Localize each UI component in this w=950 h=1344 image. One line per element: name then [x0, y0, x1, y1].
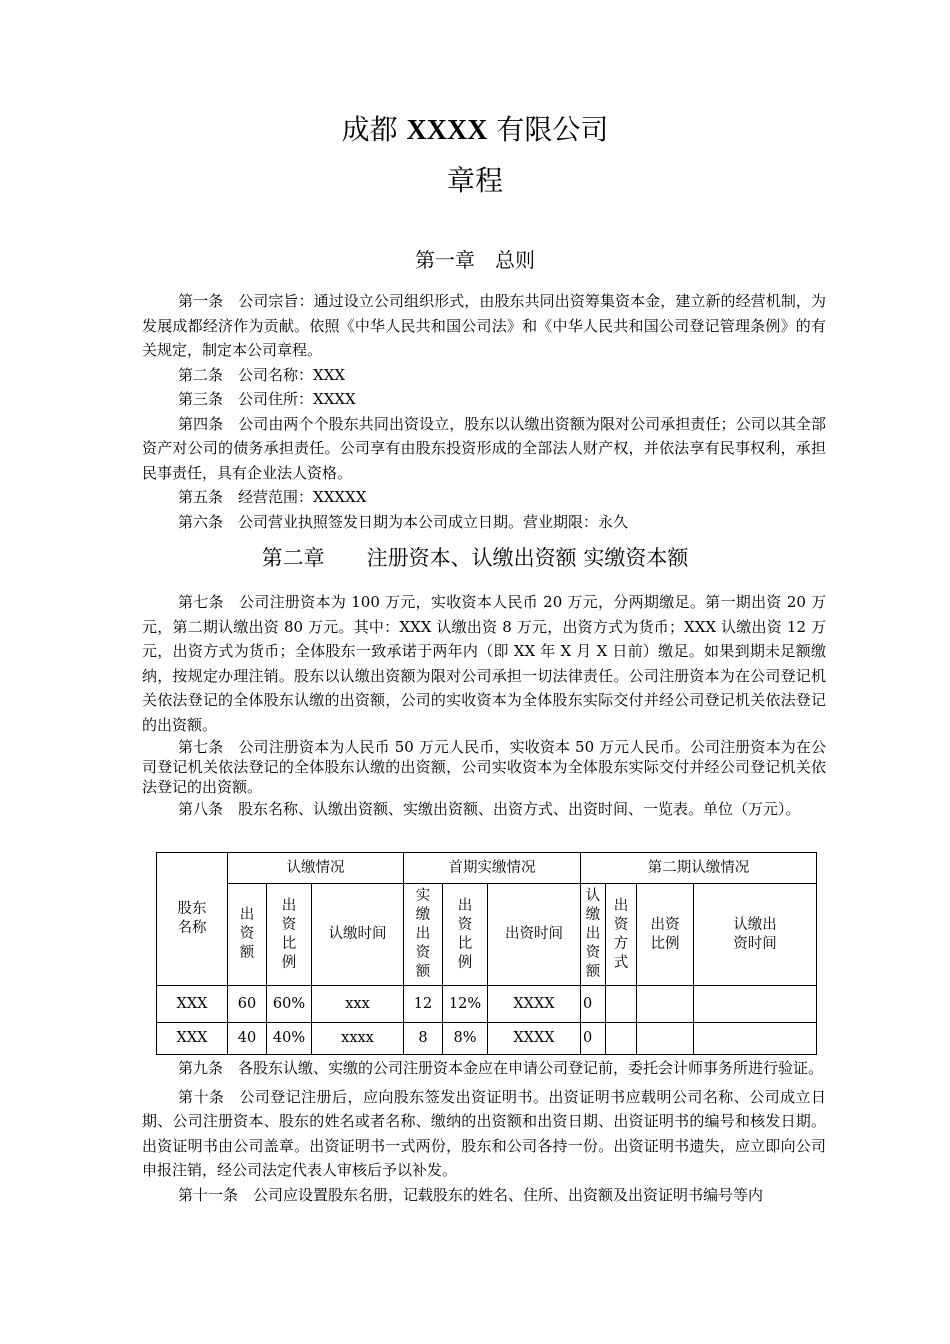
header-first-paid: 首期实缴情况 — [404, 853, 581, 884]
document-title: 成都 XXXX 有限公司 — [341, 113, 609, 146]
cell: XXX — [157, 986, 228, 1023]
cell — [637, 1023, 694, 1055]
col-header: 出资时间 — [488, 884, 581, 986]
cell — [694, 986, 817, 1023]
article: 第七条 公司注册资本为 100 万元，实收资本人民币 20 万元，分两期缴足。第一期出资 20 万元，第二期认缴出资 80 万元。其中：XXX 认缴出资 8 万元，出资方式为货币；XXX 认缴出资 12 万元，出资方式为货币；全体股东一致承诺于两年内（即 XX 年 X 月 X 日前）缴足。如果到期未足额缴纳，按规定办理注销。股东以认缴出资额为限对公司承担一切法律责任。公司注册资本为在公司登记机关依法登记的全体股东认缴的出资额，公司的实收资本为全体股东实际交付并经公司登记机关依法登记的出资额。 — [142, 593, 826, 734]
document-subtitle: 章程 — [446, 164, 503, 197]
article: 第一条 公司宗旨：通过设立公司组织形式，由股东共同出资筹集资本金，建立新的经营机制，为发展成都经济作为贡献。依照《中华人民共和国公司法》和《中华人民共和国公司登记管理条例》的有关规定，制定本公司章程。 — [142, 292, 826, 359]
article: 第十条 公司登记注册后，应向股东签发出资证明书。出资证明书应载明公司名称、公司成立日期、公司注册资本、股东的姓名或者名称、缴纳的出资额和出资日期、出资证明书的编号和核发日期。出资证明书由公司盖章。出资证明书一式两份，股东和公司各持一份。出资证明书遗失，应立即向公司申报注销，经公司法定代表人审核后予以补发。 — [142, 1087, 826, 1179]
cell — [637, 986, 694, 1023]
col-header: 出资比例 — [267, 884, 312, 986]
cell: XXX — [157, 1023, 228, 1055]
article: 第七条 公司注册资本为人民币 50 万元人民币，实收资本 50 万元人民币。公司注册资本为在公司登记机关依法登记的全体股东认缴的出资额，公司实收资本为全体股东实际交付并经公司登记机关依法登记的出资额。 — [142, 738, 826, 796]
cell: 12 — [404, 986, 443, 1023]
table-row — [157, 986, 817, 1023]
cell — [606, 986, 637, 1023]
cell: 8 — [404, 1023, 443, 1055]
chapter-2-body — [142, 590, 826, 822]
cell — [606, 1023, 637, 1055]
col-header: 实缴出资额 — [404, 884, 443, 986]
col-header: 出资比例 — [637, 884, 694, 986]
col-header: 认缴出资时间 — [694, 884, 817, 986]
article: 第九条 各股东认缴、实缴的公司注册资本金应在申请公司登记前，委托会计师事务所进行验证。 — [178, 1059, 824, 1077]
col-header: 认缴时间 — [312, 884, 404, 986]
cell: 60% — [267, 986, 312, 1023]
header-subscribed: 认缴情况 — [228, 853, 404, 884]
cell: XXXX — [488, 1023, 581, 1055]
col-header: 出资比例 — [443, 884, 488, 986]
header-second-subscribed: 第二期认缴情况 — [581, 853, 817, 884]
article: 第十一条 公司应设置股东名册，记载股东的姓名、住所、出资额及出资证明书编号等内 — [178, 1185, 764, 1204]
col-header: 认缴出资额 — [581, 884, 606, 986]
shareholder-table — [156, 852, 817, 1055]
cell: 40 — [228, 1023, 267, 1055]
article: 第六条 公司营业执照签发日期为本公司成立日期。营业期限：永久 — [178, 512, 629, 531]
chapter-1-heading: 第一章 总则 — [415, 248, 535, 272]
cell: 8% — [443, 1023, 488, 1055]
col-header: 出资方式 — [606, 884, 637, 986]
cell: 12% — [443, 986, 488, 1023]
article: 第四条 公司由两个个股东共同出资设立，股东以认缴出资额为限对公司承担责任；公司以其全部资产对公司的债务承担责任。公司享有由股东投资形成的全部法人财产权，并依法享有民事权利，承担民事责任，具有企业法人资格。 — [142, 414, 826, 482]
cell: 0 — [581, 986, 606, 1023]
header-shareholder: 股东名称 — [157, 853, 228, 986]
cell: 60 — [228, 986, 267, 1023]
table-row — [157, 1023, 817, 1055]
cell: XXXX — [488, 986, 581, 1023]
cell — [694, 1023, 817, 1055]
article: 第三条 公司住所：XXXX — [178, 390, 356, 408]
article: 第五条 经营范围：XXXXX — [178, 488, 367, 506]
cell: 40% — [267, 1023, 312, 1055]
cell: xxxx — [312, 1023, 404, 1055]
chapter-1-body — [142, 289, 826, 534]
col-header: 出资额 — [228, 884, 267, 986]
article: 第二条 公司名称：XXX — [178, 365, 346, 384]
chapter-2-body-continued — [142, 1056, 826, 1207]
article: 第八条 股东名称、认缴出资额、实缴出资额、出资方式、出资时间、一览表。单位（万元）。 — [178, 800, 801, 818]
cell: 0 — [581, 1023, 606, 1055]
chapter-2-heading: 第二章 注册资本、认缴出资额 实缴资本额 — [261, 546, 689, 570]
cell: xxx — [312, 986, 404, 1023]
